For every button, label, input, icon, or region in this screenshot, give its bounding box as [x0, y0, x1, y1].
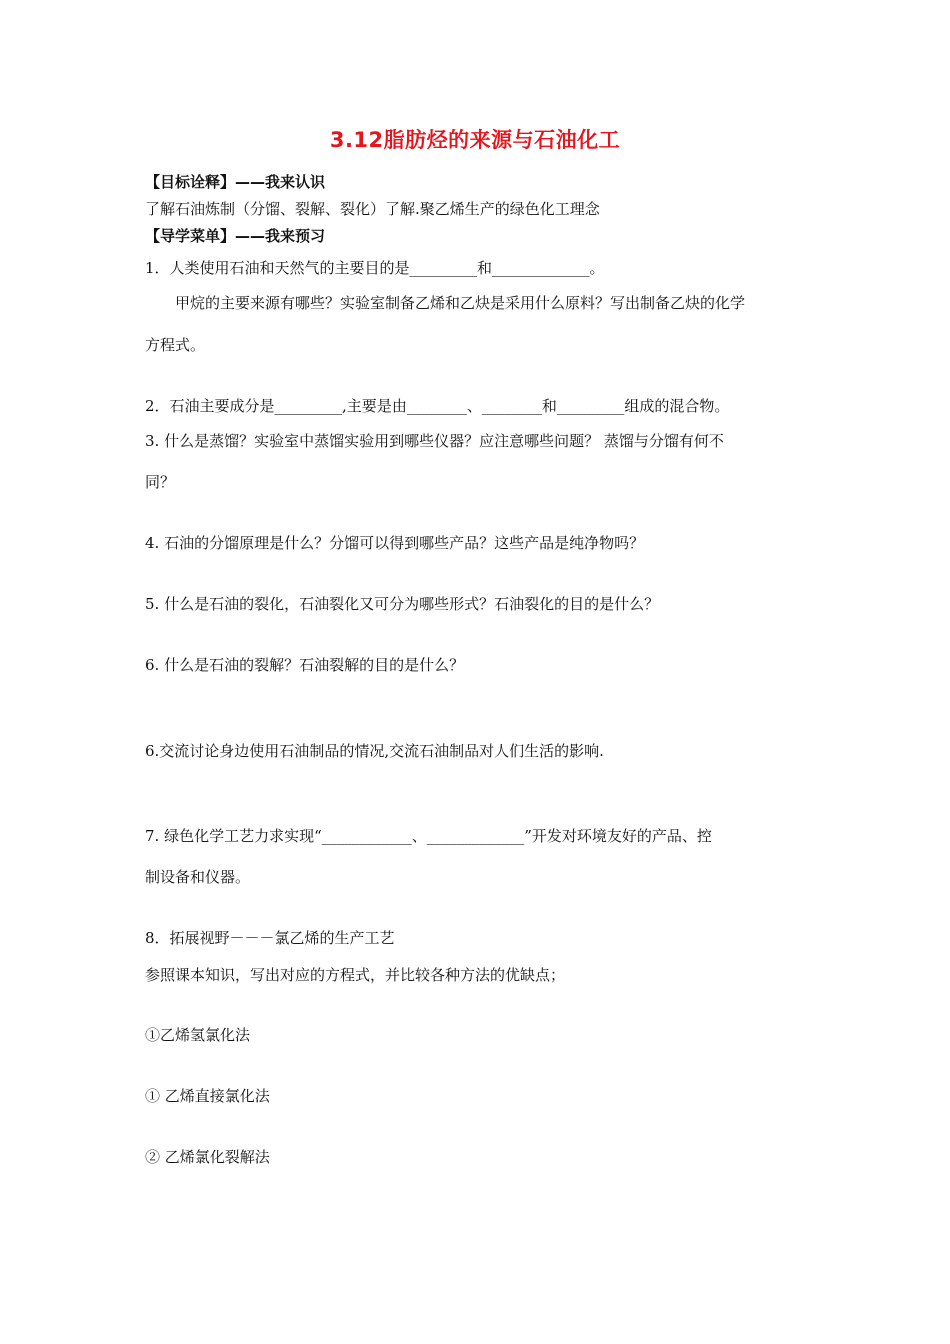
goal-text: 了解石油炼制（分馏、裂解、裂化）了解.聚乙烯生产的绿色化工理念 [145, 200, 600, 218]
question-6b: 6.交流讨论身边使用石油制品的情况,交流石油制品对人们生活的影响. [145, 742, 604, 760]
question-5: 5. 什么是石油的裂化，石油裂化又可分为哪些形式？石油裂化的目的是什么？ [145, 595, 660, 613]
question-1b-line1: 甲烷的主要来源有哪些？实验室制备乙烯和乙炔是采用什么原料？写出制备乙炔的化学 [175, 294, 746, 312]
question-3-line2: 同？ [145, 473, 176, 491]
question-6: 6. 什么是石油的裂解？石油裂解的目的是什么？ [145, 656, 465, 674]
question-1: 1．人类使用石油和天然气的主要目的是_________和_____________。 [145, 259, 605, 277]
question-8: 8．拓展视野－－－氯乙烯的生产工艺 [145, 929, 395, 947]
question-4: 4. 石油的分馏原理是什么？分馏可以得到哪些产品？这些产品是纯净物吗？ [145, 534, 645, 552]
question-2: 2．石油主要成分是_________,主要是由________、________和_________组成的混合物。 [145, 397, 730, 415]
page-title: 3.12脂肪烃的来源与石油化工 [329, 128, 621, 152]
guide-heading: 【导学菜单】——我来预习 [145, 227, 326, 245]
question-1b-line2: 方程式。 [145, 336, 206, 354]
question-7-line1: 7. 绿色化学工艺力求实现“____________、_____________”开发对环境友好的产品、控 [145, 827, 712, 845]
question-7-line2: 制设备和仪器。 [145, 868, 251, 886]
question-8-intro: 参照课本知识，写出对应的方程式，并比较各种方法的优缺点； [145, 966, 566, 984]
method-2: ① 乙烯直接氯化法 [145, 1087, 270, 1105]
method-3: ② 乙烯氯化裂解法 [145, 1148, 270, 1166]
question-3-line1: 3. 什么是蒸馏？实验室中蒸馏实验用到哪些仪器？应注意哪些问题？ 蒸馏与分馏有何不 [145, 432, 724, 450]
method-1: ①乙烯氢氯化法 [145, 1026, 251, 1044]
goal-heading: 【目标诠释】——我来认识 [145, 173, 326, 191]
